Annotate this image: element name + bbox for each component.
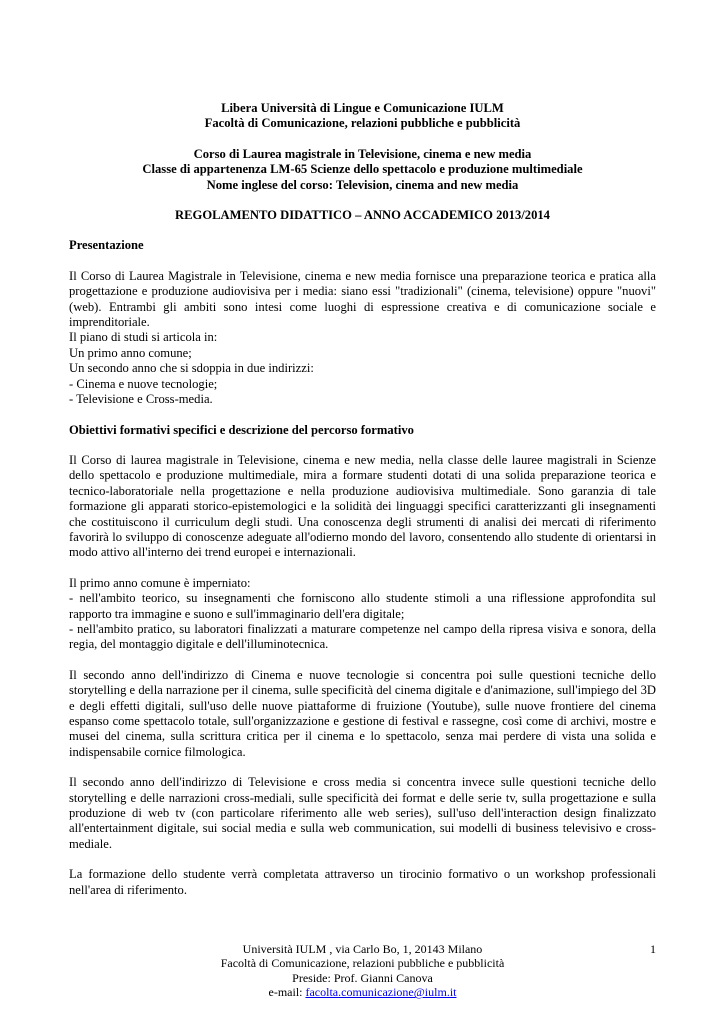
document-title: REGOLAMENTO DIDATTICO – ANNO ACCADEMICO 2013/2014 bbox=[175, 208, 550, 223]
footer-address: Università IULM , via Carlo Bo, 1, 20143 Milano bbox=[242, 942, 483, 956]
section-heading-presentazione: Presentazione bbox=[69, 238, 144, 253]
page-number: 1 bbox=[650, 942, 656, 956]
obiettivi-paragraph-5: La formazione dello studente verrà completata attraverso un tirocinio formativo o un workshop professionali nell'area di riferimento. bbox=[69, 867, 656, 897]
email-label: e-mail: bbox=[268, 985, 306, 1000]
plan-line: Un primo anno comune; bbox=[69, 345, 192, 360]
course-name: Corso di Laurea magistrale in Televisione, cinema e new media bbox=[193, 146, 532, 161]
obiettivi-line: Il primo anno comune è imperniato: bbox=[69, 575, 251, 590]
plan-line: - Cinema e nuove tecnologie; bbox=[69, 376, 218, 391]
obiettivi-paragraph-4: Il secondo anno dell'indirizzo di Televisione e cross media si concentra invece sulle questioni tecniche dello storytelling e delle narrazioni cross-mediali, sulle specificità dei format e delle serie tv, sulla progettazione e sulla produzione di web tv (con particolare riferimento alle web series), sull'uso dell'interaction design finalizzato all'entertainment digitale, sui social media e sulla web communication, sui modelli di business televisivo e cross-mediale. bbox=[69, 775, 656, 851]
page-footer bbox=[69, 942, 656, 1000]
document-body bbox=[69, 101, 656, 898]
course-english-name: Nome inglese del corso: Television, cinema and new media bbox=[206, 177, 519, 192]
university-name: Libera Università di Lingue e Comunicazione IULM bbox=[221, 101, 504, 115]
faculty-name: Facoltà di Comunicazione, relazioni pubbliche e pubblicità bbox=[204, 116, 521, 131]
footer-dean: Preside: Prof. Gianni Canova bbox=[292, 970, 433, 985]
obiettivi-paragraph-3: Il secondo anno dell'indirizzo di Cinema e nuove tecnologie si concentra poi sulle questioni tecniche dello storytelling e della narrazione per il cinema, sulle specificità del cinema digitale e d'animazione, sull'impiego del 3D e degli effetti digitali, sull'uso delle nuove piattaforme di fruizione (Youtube), sulle nuove frontiere del cinema espanso come spettacolo totale, sull'organizzazione e gestione di festival e rassegne, così come di archivi, mostre e musei del cinema, sulla scrittura critica per il cinema e lo spettacolo, senza mai perdere di vista una solida e indispensabile cornice filmologica. bbox=[69, 667, 656, 759]
course-class: Classe di appartenenza LM-65 Scienze dello spettacolo e produzione multimediale bbox=[142, 162, 583, 177]
plan-line: Il piano di studi si articola in: bbox=[69, 330, 218, 345]
presentazione-paragraph: Il Corso di Laurea Magistrale in Televisione, cinema e new media fornisce una preparazione teorica e pratica alla progettazione e produzione audiovisiva per i media: siano essi "tradizionali" (cinema, televisione) oppure "nuovi" (web). Entrambi gli ambiti sono intesi come luoghi di espressione creativa e di comunicazione sociale e imprenditoriale. bbox=[69, 268, 656, 330]
obiettivi-line: - nell'ambito teorico, su insegnamenti che forniscono allo studente stimoli a una riflessione approfondita sul rapporto tra immagine e suono e sull'immaginario dell'era digitale; bbox=[69, 591, 656, 621]
section-heading-obiettivi: Obiettivi formativi specifici e descrizione del percorso formativo bbox=[69, 422, 414, 437]
obiettivi-line: - nell'ambito pratico, su laboratori finalizzati a maturare competenze nel campo della ripresa visiva e sonora, della regia, del montaggio digitale e dell'illuminotecnica. bbox=[69, 621, 656, 652]
document-header bbox=[69, 101, 656, 223]
plan-line: - Televisione e Cross-media. bbox=[69, 392, 213, 407]
footer-faculty: Facoltà di Comunicazione, relazioni pubbliche e pubblicità bbox=[220, 956, 505, 971]
email-link[interactable]: facolta.comunicazione@iulm.it bbox=[305, 985, 457, 1000]
obiettivi-paragraph-1: Il Corso di laurea magistrale in Televisione, cinema e new media, nella classe delle lauree magistrali in Scienze dello spettacolo e produzione multimediale, mira a formare studenti dotati di una solida preparazione teorica e tecnico-laboratoriale nella progettazione e nella produzione audiovisiva multimediale. Sono garanzia di tale formazione gli apparati storico-epistemologici e la solidità dei linguaggi specifici caratterizzanti gli insegnamenti che costituiscono il curriculum degli studi. Una conoscenza degli strumenti di analisi dei mercati di riferimento favorirà lo sviluppo di conoscenze adeguate all'odierno mondo del lavoro, consentendo allo studente di orientarsi in modo attivo all'interno dei trend europei e internazionali. bbox=[69, 452, 656, 560]
plan-line: Un secondo anno che si sdoppia in due indirizzi: bbox=[69, 361, 314, 376]
footer-email bbox=[69, 985, 656, 999]
